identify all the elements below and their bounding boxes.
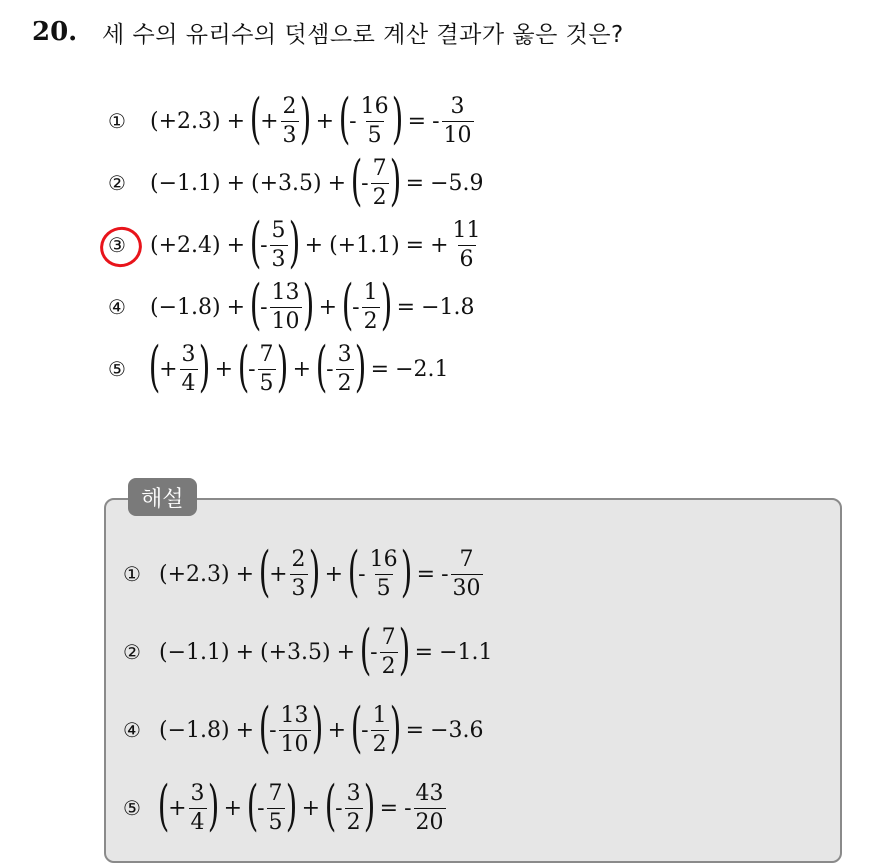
choice-row [108,335,485,400]
solution-row [123,691,493,769]
fraction-sign: + [159,356,178,382]
parenthesized-fraction [249,211,300,274]
choice-number: ① [108,109,126,133]
fraction-denominator: 10 [280,731,309,757]
choice-marker [108,101,150,141]
parenthesized-fraction [249,273,314,336]
left-paren: ( [258,540,271,603]
fraction-denominator: 4 [190,809,205,835]
operator: = [396,294,416,320]
term-value: (−1.8) [159,717,230,743]
fraction-numerator: 7 [259,341,274,367]
parenthesized-fraction [148,335,210,398]
parenthesized-fraction [350,149,401,212]
fraction-numerator: 16 [360,93,389,119]
fraction-denominator: 2 [346,809,361,835]
right-paren: ) [398,618,410,681]
fraction-denominator: 5 [376,575,391,601]
left-paren: ( [350,149,363,212]
fraction-denominator: 10 [271,308,300,334]
parenthesized-fraction [237,335,288,398]
left-paren: ( [258,696,271,759]
solution-marker [123,710,159,750]
term-value: −2.1 [395,356,449,382]
fraction-numerator: 7 [459,546,474,572]
parenthesized-fraction [338,87,403,150]
operator: + [301,795,321,821]
solution-number: ② [123,640,141,664]
operator: + [226,170,246,196]
term-value: −5.9 [430,170,484,196]
term-value: (+2.3) [150,108,221,134]
fraction-denominator: 20 [415,809,444,835]
fraction-sign: - [326,356,334,382]
choice-list [108,87,485,400]
parenthesized-fraction [324,774,375,837]
fraction-numerator: 2 [291,546,306,572]
operator: = [407,108,427,134]
parenthesized-fraction [350,696,401,759]
operator: = [405,232,425,258]
solution-marker [123,632,159,672]
left-paren: ( [341,273,354,336]
term-value: (+2.3) [159,561,230,587]
solution-tag: 해설 [128,478,197,516]
fraction-numerator: 1 [363,279,378,305]
fraction-denominator: 3 [291,575,306,601]
fraction-numerator: 5 [271,217,286,243]
right-paren: ) [299,87,311,150]
right-paren: ) [311,696,323,759]
fraction-numerator: 13 [271,279,300,305]
fraction-sign: - [404,795,412,821]
fraction [345,780,363,835]
fraction-numerator: 16 [369,546,398,572]
right-paren: ) [389,696,401,759]
right-paren: ) [389,149,401,212]
left-paren: ( [350,696,363,759]
operator: + [318,294,338,320]
left-paren: ( [237,335,250,398]
left-paren: ( [324,774,337,837]
fraction-numerator: 3 [181,341,196,367]
operator: + [226,294,246,320]
fraction-denominator: 3 [282,122,297,148]
fraction [371,702,389,757]
fraction-sign: - [441,561,449,587]
operator: + [304,232,324,258]
right-paren: ) [198,335,210,398]
operator: + [235,561,255,587]
fraction [336,341,354,396]
fraction-sign: - [260,294,268,320]
operator: + [327,170,347,196]
operator: + [235,639,255,665]
fraction-sign: - [349,108,357,134]
fraction [442,93,474,148]
operator: = [370,356,390,382]
fraction [290,546,308,601]
fraction [267,780,285,835]
left-paren: ( [338,87,351,150]
choice-marker [108,225,150,265]
term-value: (−1.1) [150,170,221,196]
right-paren: ) [207,774,219,837]
fraction [189,780,207,835]
parenthesized-fraction [347,540,412,603]
fraction-sign: - [370,639,378,665]
fraction-sign: - [260,232,268,258]
parenthesized-fraction [258,540,320,603]
left-paren: ( [246,774,259,837]
fraction-sign: + [269,561,288,587]
fraction [279,702,311,757]
operator: = [405,170,425,196]
fraction-denominator: 2 [363,308,378,334]
fraction-sign: - [361,170,369,196]
term-value: (+1.1) [329,232,400,258]
fraction-sign: - [335,795,343,821]
solution-row [123,535,493,613]
parenthesized-fraction [359,618,410,681]
fraction [359,93,391,148]
fraction-sign: - [358,561,366,587]
fraction [180,341,198,396]
term-value: (+3.5) [251,170,322,196]
fraction-denominator: 30 [452,575,481,601]
right-paren: ) [302,273,314,336]
fraction-sign: + [168,795,187,821]
operator: = [416,561,436,587]
right-paren: ) [391,87,403,150]
term-value: (+2.4) [150,232,221,258]
right-paren: ) [288,211,300,274]
solution-number: ① [123,562,141,586]
fraction [451,217,483,272]
left-paren: ( [148,335,161,398]
fraction-numerator: 7 [268,780,283,806]
solution-marker [123,788,159,828]
operator: + [315,108,335,134]
parenthesized-fraction [157,774,219,837]
term-value: −1.1 [439,639,493,665]
left-paren: ( [249,273,262,336]
solution-number: ⑤ [123,796,141,820]
fraction [270,217,288,272]
fraction-denominator: 2 [337,370,352,396]
left-paren: ( [249,211,262,274]
operator: + [226,232,246,258]
operator: + [336,639,356,665]
fraction-sign: + [430,232,449,258]
operator: = [414,639,434,665]
fraction-numerator: 3 [190,780,205,806]
solution-marker [123,554,159,594]
fraction-sign: - [352,294,360,320]
question-number: 20. [32,17,78,47]
fraction-denominator: 4 [181,370,196,396]
question-header [32,12,624,52]
left-paren: ( [249,87,262,150]
choice-row [108,211,485,276]
fraction-numerator: 11 [452,217,481,243]
right-paren: ) [380,273,392,336]
choice-row [108,149,485,214]
term-value: (−1.1) [159,639,230,665]
fraction-numerator: 7 [372,155,387,181]
left-paren: ( [359,618,372,681]
choice-number: ⑤ [108,357,126,381]
operator: + [235,717,255,743]
fraction [281,93,299,148]
parenthesized-fraction [249,87,311,150]
fraction-denominator: 2 [372,184,387,210]
fraction-denominator: 5 [268,809,283,835]
left-paren: ( [315,335,328,398]
fraction [451,546,483,601]
fraction-numerator: 7 [381,624,396,650]
fraction-numerator: 1 [372,702,387,728]
parenthesized-fraction [258,696,323,759]
parenthesized-fraction [315,335,366,398]
fraction-numerator: 43 [415,780,444,806]
choice-number: ② [108,171,126,195]
solution-list [123,535,493,847]
fraction-denominator: 2 [381,653,396,679]
fraction-denominator: 5 [259,370,274,396]
fraction-sign: - [361,717,369,743]
fraction [270,279,302,334]
parenthesized-fraction [341,273,392,336]
right-paren: ) [285,774,297,837]
choice-marker [108,287,150,327]
parenthesized-fraction [246,774,297,837]
fraction [368,546,400,601]
solution-row [123,613,493,691]
choice-number: ④ [108,295,126,319]
choice-row [108,87,485,152]
fraction [362,279,380,334]
fraction-sign: - [248,356,256,382]
fraction-sign: - [269,717,277,743]
fraction-sign: + [260,108,279,134]
right-paren: ) [354,335,366,398]
operator: + [292,356,312,382]
operator: + [327,717,347,743]
fraction-numerator: 3 [450,93,465,119]
right-paren: ) [400,540,412,603]
choice-marker [108,163,150,203]
fraction-sign: - [432,108,440,134]
fraction-denominator: 5 [367,122,382,148]
choice-row [108,273,485,338]
fraction [371,155,389,210]
term-value: −1.8 [421,294,475,320]
operator: + [226,108,246,134]
fraction-numerator: 13 [280,702,309,728]
right-paren: ) [363,774,375,837]
operator: + [324,561,344,587]
answer-circle-mark [94,221,147,273]
fraction [380,624,398,679]
choice-marker [108,349,150,389]
fraction-denominator: 3 [271,246,286,272]
fraction-denominator: 6 [459,246,474,272]
term-value: (−1.8) [150,294,221,320]
solution-row [123,769,493,847]
left-paren: ( [157,774,170,837]
term-value: (+3.5) [260,639,331,665]
fraction-numerator: 3 [337,341,352,367]
operator: = [379,795,399,821]
fraction [414,780,446,835]
operator: + [214,356,234,382]
term-value: −3.6 [430,717,484,743]
fraction [258,341,276,396]
fraction-numerator: 3 [346,780,361,806]
fraction-numerator: 2 [282,93,297,119]
fraction-denominator: 10 [443,122,472,148]
choice-number: ③ [108,233,126,257]
operator: + [223,795,243,821]
right-paren: ) [308,540,320,603]
right-paren: ) [276,335,288,398]
fraction-sign: - [257,795,265,821]
operator: = [405,717,425,743]
left-paren: ( [347,540,360,603]
question-text: 세 수의 유리수의 덧셈으로 계산 결과가 옳은 것은? [102,21,624,48]
fraction-denominator: 2 [372,731,387,757]
solution-number: ④ [123,718,141,742]
